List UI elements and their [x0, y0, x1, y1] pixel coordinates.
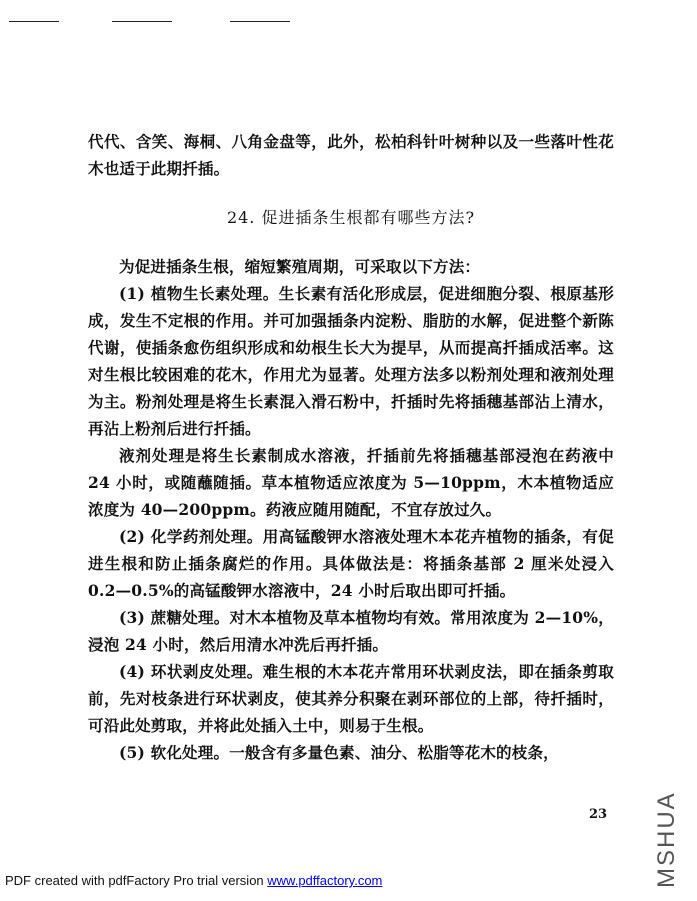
- footer-link[interactable]: www.pdffactory.com: [267, 873, 383, 888]
- section-heading: 24. 促进插条生根都有哪些方法?: [226, 208, 476, 227]
- header-rule-2: [112, 21, 172, 22]
- intro-paragraph: 为促进插条生根，缩短繁殖周期，可采取以下方法：: [119, 257, 481, 276]
- page-number: 23: [589, 807, 608, 822]
- watermark: MSHUA: [653, 791, 680, 888]
- header-rule-3: [230, 21, 290, 22]
- method-1-paragraph: (1) 植物生长素处理。生长素有活化形成层，促进细胞分裂、根原基形成，发生不定根的作用。并可加强插条内淀粉、脂肪的水解，促进整个新陈代谢，使插条愈伤组织形成和幼根生长大为提早，从而提高扦插成活率。这对生根比较困难的花木，作用尤为显著。处理方法多以粉剂处理和液剂处理为主。粉剂处理是将生长素混入滑石粉中，扦插时先将插穗基部沾上清水，再沾上粉剂后进行扦插。: [88, 284, 614, 438]
- page-body: [88, 128, 614, 766]
- method-5-paragraph: (5) 软化处理。一般含有多量色素、油分、松脂等花木的枝条，: [119, 743, 559, 762]
- header-rule-1: [9, 21, 59, 22]
- continued-paragraph: 代代、含笑、海桐、八角金盘等，此外，松柏科针叶树种以及一些落叶性花木也适于此期扦插。: [88, 132, 614, 178]
- footer-text: PDF created with pdfFactory Pro trial version: [5, 873, 268, 888]
- liquid-treatment-paragraph: 液剂处理是将生长素制成水溶液，扦插前先将插穗基部浸泡在药液中 24 小时，或随蘸随插。草本植物适应浓度为 5—10ppm，木本植物适应浓度为 40—200ppm。药液应随用随配，不宜存放过久。: [88, 446, 614, 519]
- method-4-paragraph: (4) 环状剥皮处理。难生根的木本花卉常用环状剥皮法，即在插条剪取前，先对枝条进行环状剥皮，使其养分积聚在剥环部位的上部，待扦插时，可沿此处剪取，并将此处插入土中，则易于生根。: [88, 662, 614, 735]
- pdf-footer: [5, 873, 382, 888]
- method-2-paragraph: (2) 化学药剂处理。用高锰酸钾水溶液处理木本花卉植物的插条，有促进生根和防止插条腐烂的作用。具体做法是：将插条基部 2 厘米处浸入 0.2—0.5%的高锰酸钾水溶液中，24 小时后取出即可扦插。: [88, 527, 614, 600]
- method-3-paragraph: (3) 蔗糖处理。对木本植物及草本植物均有效。常用浓度为 2—10%，浸泡 24 小时，然后用清水冲洗后再扦插。: [88, 608, 614, 654]
